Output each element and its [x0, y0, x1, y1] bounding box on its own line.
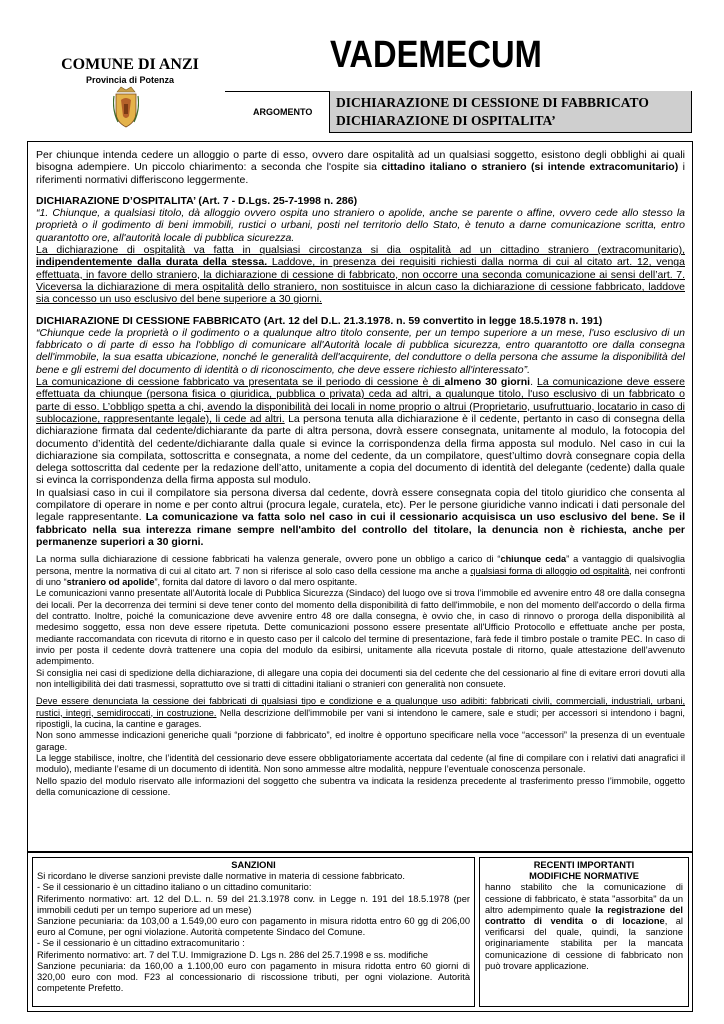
recenti-text: hanno stabilito che la comunicazione di cessione di fabbricato, è stata "assorbita" da un altro adempimento quale la registrazione del contratto di vendita o di locazione, al verificarsi del quale, quindi, la sanzione originariamente stabilita per la mancata comunicazione di cessione di fabbricato non può trovare applicazione.: [485, 882, 684, 971]
note-generic: Non sono ammesse indicazioni generiche quali “porzione di fabbricato”, ed inoltre è opportuno specificare nella voce “accessori” la presenza di un eventuale garage.: [36, 730, 685, 752]
argomento-label: ARGOMENTO: [253, 107, 313, 117]
province-name: Provincia di Potenza: [85, 75, 175, 85]
ospitalita-paragraph: La dichiarazione di ospitalità va fatta in qualsiasi circostanza si dia ospitalità ad un cittadino straniero (extracomunitario), indipendentemente dalla durata della stessa. Laddove, in presenza dei requisiti richiesti dalla norma di cui al citato art. 12, venga effettuata, in favore dello straniero, la dichiarazione di cessione di fabbricato, non occorre una seconda comunicazione ai sensi dell’art. 7. Viceversa la dichiarazione di mera ospitalità dello straniero, non sostituisce in alcun caso la dichiarazione di cessione fabbricato, laddove sia concesso un uso esclusivo del bene superiore a 30 giorni.: [36, 244, 685, 306]
page-title: VADEMECUM: [330, 34, 542, 76]
note-presentation: Le comunicazioni vanno presentate all’Autorità locale di Pubblica Sicurezza (Sindaco) del luogo ove si trova l’immobile ed avvenire entro 48 ore dalla consegna dei locali. Per la decorrenza dei termini si deve tener conto del momento della disponibilità di fatto dell'immobile, e non del momento dell'accordo o della firma del contratto. Inoltre, poiché la comunicazione deve avvenire entro 48 ore dalla consegna, è ovvio che, in caso di rinnovo o proroga della disponibilità al medesimo soggetto, essa non deve essere ripetuta. Dette comunicazioni possono essere presentate all'Ufficio Protocollo e effettuate anche per posta, mediante raccomandata con ricevuta di ritorno e in questo caso per il calcolo del termine di presentazione, farà fede il timbro postale o tramite PEC. In caso di invio per posta il cedente dovrà trattenere una copia del modulo da esibirsi, unitamente alla ricevuta postale di ritorno, quale attestazione dell’avvenuto adempimento.: [36, 588, 685, 667]
note-general: La norma sulla dichiarazione di cessione fabbricati ha valenza generale, ovvero pone un obbligo a carico di “chiunque ceda” a vantaggio di qualsivoglia persona, mentre la normativa di cui al citato art. 7 non si riferisce al solo caso della cessione ma anche a qualsiasi forma di alloggio od ospitalità, nei confronti di uno “straniero od apolide”, fornita dal datore di lavoro o dal mero ospitante.: [36, 554, 685, 587]
cessione-quote: “Chiunque cede la proprietà o il godimento o a qualunque altro titolo consente, per un tempo superiore a un mese, l'uso esclusivo di un fabbricato o di parte di esso ha l'obbligo di comunicare all'Autorità locale di pubblica sicurezza, entro quarantotto ore dalla consegna dell'immobile, la sua esatta ubicazione, nonché le generalità dell'acquirente, del conduttore o della persona che assume la disponibilità del bene e gli estremi del documento di identità o di riconoscimento, che deve essere richiesto all'interessato”.: [36, 326, 685, 376]
main-content-box: [27, 141, 693, 852]
sanzioni-line: Sanzione pecuniaria: da 103,00 a 1.549,00 euro con pagamento in misura ridotta entro 60 gg di 206,00 euro al Comune, per ogni violazione. Autorità competente Sindaco del Comune.: [37, 916, 470, 938]
sanzioni-line: - Se il cessionario è un cittadino extracomunitario :: [37, 938, 245, 949]
cessione-paragraph-2: In qualsiasi caso in cui il compilatore sia persona diversa dal cedente, dovrà essere consegnata copia del titolo giuridico che consenta al compilatore di operare in nome e per conto altrui (procura legale, curatela, etc). Per le persone giuridiche vanno indicati i dati personale del legale rappresentante. La comunicazione va fatta solo nel caso in cui il cessionario acquisisca un uso esclusivo del bene. Se il fabbricato nella sua interezza rimane sempre nell'ambito del controllo del titolare, la denuncia non è richiesta, anche per permanenze superiori a 30 giorni.: [36, 486, 686, 548]
note-building-types: Deve essere denunciata la cessione dei fabbricati di qualsiasi tipo e condizione e a qualunque uso adibiti: fabbricati civili, commerciali, industriali, urbani, rustici, integri, semidiroccati, in costruzione. Nella descrizione dell'immobile per vani si intendono le camere, sale e studi; per accessori si intendono i bagni, ripostigli, la cucina, la cantine e garages.: [36, 696, 685, 730]
note-advice: Si consiglia nei casi di spedizione della dichiarazione, di allegare una copia dei documenti sia del cedente che del cessionario al fine di evitare errori dovuti alla non intelligibilità dei dati trasmessi, soprattutto ove si tratti di cittadini italiani o stranieri con generalità non consuete.: [36, 667, 685, 689]
subject-box: [329, 91, 692, 133]
cessione-paragraph: La comunicazione di cessione fabbricato va presentata se il periodo di cessione è di almeno 30 giorni. La comunicazione deve essere effettuata da chiunque (persona fisica o giuridica, pubblica o privata) ceda ad altri, a qualunque titolo, l'uso esclusivo di un fabbricato o parte di esso. L’obbligo spetta a chi, avendo la disponibilità dei locali in nome proprio o altrui (Proprietario, usufruttuario, locatario in caso di sublocazione, rappresentante legale), li cede ad altri. La persona tenuta alla dichiarazione è il cedente, pertanto in caso di consegna della dichiarazione firmata dal cedente/dichiarante da parte di altra persona, dovrà essere consegnata, unitamente al modulo, la fotocopia del documento d’identità del cedente/dichiarante dalla quale si evince la corrispondenza della firma apposta sul modulo. Nel caso in cui la dichiarazione sia compilata, sottoscritta e consegnata, a nome del cedente, da un compilatore, quest’ultimo dovrà consegnare copia della delega sottoscritta dal cedente per la redazione dell’atto, unitamente a copia del documento di identità del delegante (cedente) dalla quale si evinca la corrispondenza della firma apposta sul modulo.: [36, 376, 685, 487]
note-residence: Nello spazio del modulo riservato alle informazioni del soggetto che subentra va indicata la residenza precedente al trasferimento presso l’immobile, oggetto della comunicazione di cessione.: [36, 775, 685, 798]
cessione-heading: DICHIARAZIONE DI CESSIONE FABBRICATO (Art. 12 del D.L. 21.3.1978. n. 59 convertito in legge 18.5.1978 n. 191): [36, 314, 603, 327]
sanzioni-line: Riferimento normativo: art. 7 del T.U. Immigrazione D. Lgs n. 286 del 25.7.1998 e ss. modifiche: [37, 949, 429, 960]
ospitalita-quote: “1. Chiunque, a qualsiasi titolo, dà alloggio ovvero ospita uno straniero o apolide, anche se parente o affine, ovvero cede allo stesso la proprietà o il godimento di beni immobili, rustici o urbani, posti nel territorio dello Stato, è tenuto a darne comunicazione scritta, entro quarantotto ore, all'autorità locale di pubblica sicurezza.: [36, 207, 685, 244]
sanzioni-title: SANZIONI: [231, 860, 276, 870]
coat-of-arms-icon: [113, 86, 139, 128]
sanzioni-line: Si ricordano le diverse sanzioni previste dalle normative in materia di cessione fabbricato.: [37, 871, 405, 882]
sanzioni-line: Sanzione pecuniaria: da 160,00 a 1.100,00 euro con pagamento in misura ridotta entro 60 giorni di 320,00 euro con mod. F23 al concessionario di riscossione tributi, per ogni violazione. Autorità competente Prefetto.: [37, 960, 470, 994]
ospitalita-heading: DICHIARAZIONE D’OSPITALITA’ (Art. 7 - D.Lgs. 25-7-1998 n. 286): [36, 194, 358, 207]
recenti-title-2: MODIFICHE NORMATIVE: [529, 871, 639, 882]
sanzioni-line: - Se il cessionario è un cittadino italiano o un cittadino comunitario:: [37, 882, 312, 893]
subject-line-1: DICHIARAZIONE DI CESSIONE DI FABBRICATO: [336, 95, 649, 110]
sanzioni-line: Riferimento normativo: art. 12 del D.L. n. 59 del 21.3.1978 conv. in Legge n. 191 del 18.5.1978 (per immobili ceduti per un tempo superiore ad un mese): [37, 893, 470, 915]
note-identity: La legge stabilisce, inoltre, che l’identità del cessionario deve essere obbligatoriamente accertata dal cedente (al fine di compilare con i relativi dati anagrafici il modulo), mediante l’esame di un documento di identità. Non sono ammesse altre modalità, neppure l’eventuale conoscenza personale.: [36, 753, 685, 775]
subject-line-2: DICHIARAZIONE DI OSPITALITA’: [336, 113, 556, 128]
intro-paragraph: Per chiunque intenda cedere un alloggio o parte di esso, ovvero dare ospitalità ad un qualsiasi soggetto, esistono degli obblighi ai quali bisogna adempiere. Un piccolo chiarimento: a seconda che l'ospite sia cittadino italiano o straniero (si intende extracomunitario) i riferimenti normativi differiscono leggermente.: [36, 149, 686, 186]
recenti-title-1: RECENTI IMPORTANTI: [533, 860, 635, 870]
sanzioni-box: [32, 857, 475, 1007]
municipality-name: COMUNE DI ANZI: [61, 56, 199, 73]
recenti-box: [479, 857, 689, 1007]
bottom-section: [27, 852, 693, 1012]
